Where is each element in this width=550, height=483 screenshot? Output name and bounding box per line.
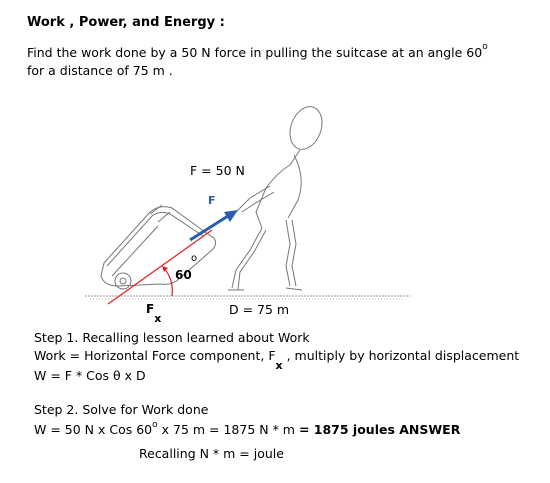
angle-arc-arrowhead (162, 266, 168, 272)
step2-heading: Step 2. Solve for Work done (34, 402, 209, 417)
step1-line2-pre: Work = Horizontal Force component, F (34, 348, 276, 363)
arrow-label: F (208, 194, 216, 207)
ground-line (85, 296, 410, 299)
fx-subscript: x (154, 312, 162, 325)
angle-arc (164, 268, 172, 296)
problem-line-2: for a distance of 75 m . (27, 63, 173, 78)
step1-equation: W = F * Cos θ x D (34, 368, 146, 383)
person-sketch (228, 102, 328, 290)
fx-label (146, 298, 162, 325)
step2-calculation (34, 422, 460, 437)
step1-heading: Step 1. Recalling lesson learned about Work (34, 330, 310, 345)
degree-symbol: o (482, 42, 488, 52)
recall-note: Recalling N * m = joule (139, 446, 284, 461)
angle-value: 60 (175, 268, 192, 282)
calc-post: x 75 m = 1875 N * m (157, 422, 299, 437)
step1-line2-sub: x (275, 359, 283, 372)
calc-pre: W = 50 N x Cos 60 (34, 422, 153, 437)
distance-label: D = 75 m (229, 302, 290, 317)
problem-text-1: Find the work done by a 50 N force in pulling the suitcase at an angle 60 (27, 45, 483, 60)
angle-degree: o (191, 253, 198, 264)
step1-line2-post: , multiply by horizontal displacement (282, 348, 520, 363)
answer-text: = 1875 joules ANSWER (298, 422, 461, 437)
force-arrow (190, 210, 238, 240)
page-title: Work , Power, and Energy : (27, 15, 225, 30)
suitcase-sketch (101, 205, 216, 289)
force-label: F = 50 N (190, 163, 245, 178)
calc-degree: o (152, 420, 158, 430)
fx-main: F (146, 302, 155, 316)
step1-formula-line (34, 348, 520, 372)
